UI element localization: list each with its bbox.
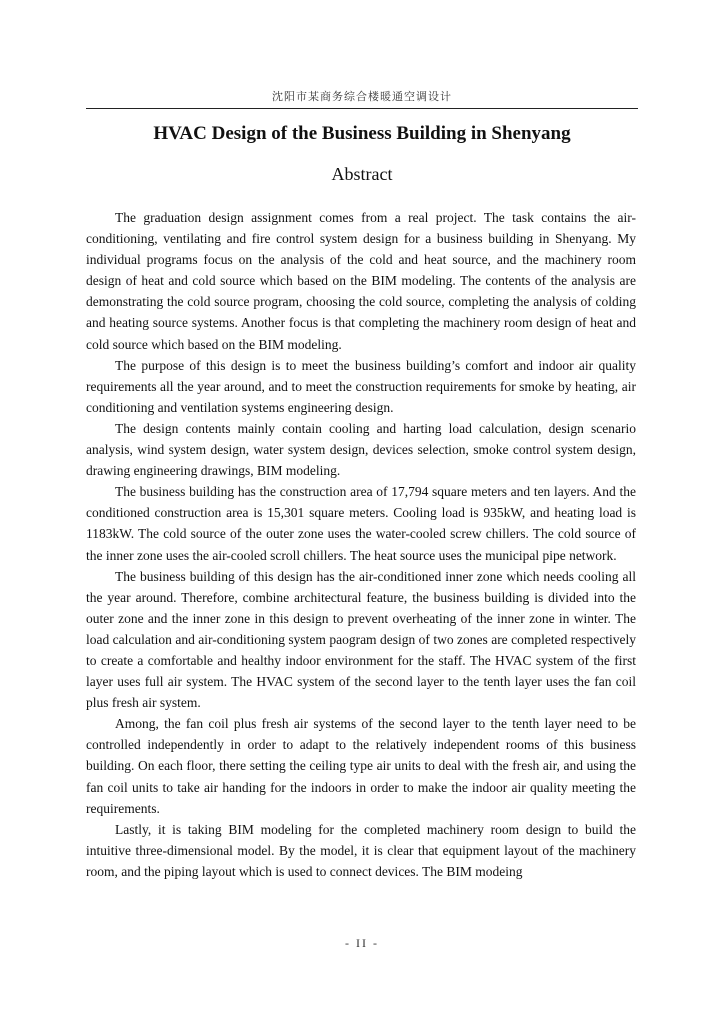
paragraph-5: The business building of this design has the air-conditioned inner zone which needs cooling all the year around. Therefore, combine architectural feature, the business building is divided into the outer zone and the inner zone in this design to prevent overheating of the inner zone in winter. The load calculation and air-conditioning system paogram design of two zones are completed respectively to create a comfortable and healthy indoor environment for the staff. The HVAC system of the first layer uses full air system. The HVAC system of the second layer to the tenth layer uses the fan coil plus fresh air system. [86,568,636,711]
paragraph-4: The business building has the construction area of 17,794 square meters and ten layers. And the conditioned construction area is 15,301 square meters. Cooling load is 935kW, and heating load is 1183kW. The cold source of the outer zone uses the water-cooled screw chillers. The cold source of the inner zone uses the air-cooled scroll chillers. The heat source uses the municipal pipe network. [86,484,636,563]
paragraph-2: The purpose of this design is to meet the business building’s comfort and indoor air quality requirements all the year around, and to meet the construction requirements for smoke by heating, air conditioning and ventilation systems engineering design. [86,357,636,415]
paper-title: HVAC Design of the Business Building in Shenyang [153,123,571,144]
abstract-heading: Abstract [331,164,393,184]
abstract-body [86,207,636,882]
page-number: - II - [345,936,379,950]
running-header: 沈阳市某商务综合楼暖通空调设计 [272,91,452,103]
header-divider [86,108,638,109]
paragraph-7: Lastly, it is taking BIM modeling for the completed machinery room design to build the intuitive three-dimensional model. By the model, it is clear that equipment layout of the machinery room, and the piping layout which is used to connect devices. The BIM modeing [86,821,636,879]
paragraph-6: Among, the fan coil plus fresh air systems of the second layer to the tenth layer need to be controlled independently in order to adapt to the relatively independent rooms of this business building. On each floor, there setting the ceiling type air units to deal with the fresh air, and using the fan coil units to take air handing for the indoors in order to make the indoor air quality meeting the requirements. [86,716,636,816]
paragraph-1: The graduation design assignment comes from a real project. The task contains the air-conditioning, ventilating and fire control system design for a business building in Shenyang. My individual programs focus on the analysis of the cold and heat source, and the machinery room design of heat and cold source which based on the BIM modeling. The contents of the analysis are demonstrating the cold source program, choosing the cold source, completing the analysis of colding and heating source systems. Another focus is that completing the machinery room design of heat and cold source which based on the BIM modeling. [86,210,636,352]
paragraph-3: The design contents mainly contain cooling and harting load calculation, design scenario analysis, wind system design, water system design, devices selection, smoke control system design, drawing engineering drawings, BIM modeling. [86,420,636,479]
